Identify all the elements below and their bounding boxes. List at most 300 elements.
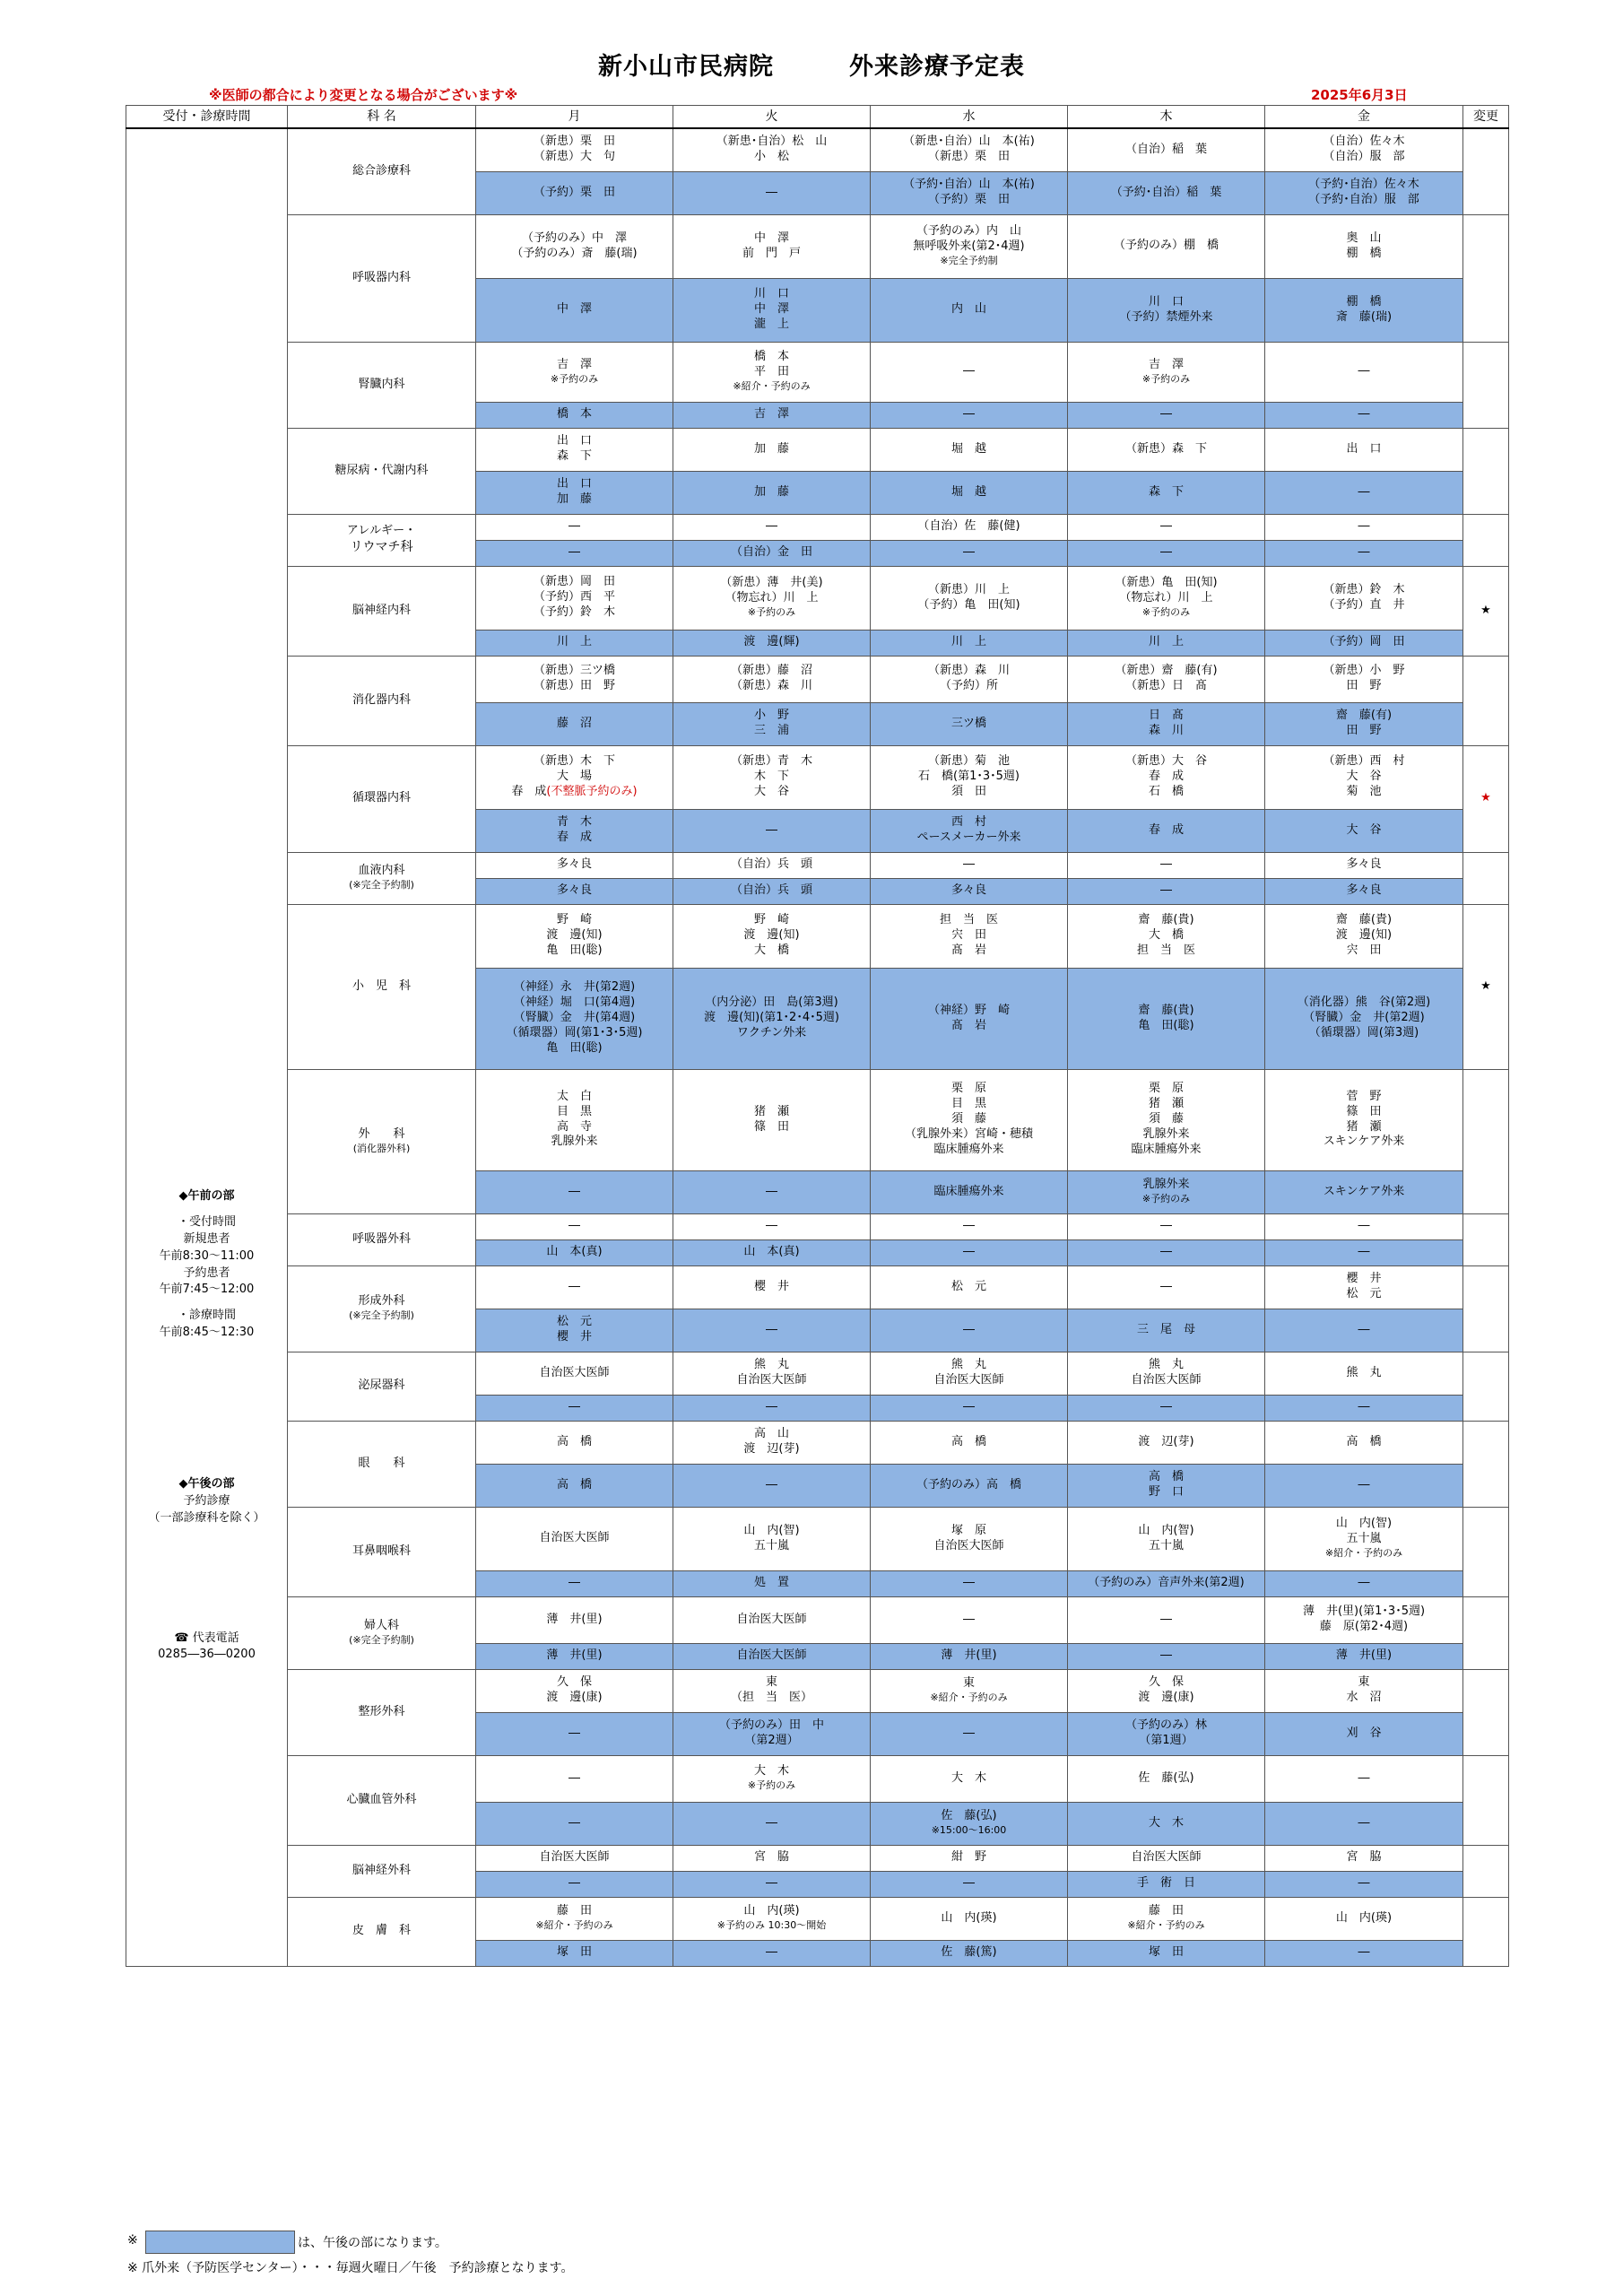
pm-doctor: （自治）兵 頭 <box>730 883 812 898</box>
am-doctor: （新患）亀 田(知) <box>1115 576 1218 590</box>
pm-cell-fri <box>1265 471 1463 514</box>
schedule-body <box>126 128 1509 1966</box>
pm-cell-mon <box>476 1871 673 1897</box>
am-cell-mon <box>476 852 673 878</box>
pm-cell-tue <box>673 1802 871 1845</box>
dept-subname: (※完全予約制) <box>349 879 414 891</box>
pm-doctor: （内分泌）田 島(第3週) <box>705 996 838 1010</box>
am-doctor: 五十嵐 <box>1346 1532 1382 1546</box>
dept-row-am <box>126 1069 1509 1170</box>
dept-row-am <box>126 1596 1509 1643</box>
am-doctor: （予約）所 <box>939 679 998 692</box>
am-doctor: 多々良 <box>1346 857 1382 872</box>
pm-cell-tue <box>673 1395 871 1421</box>
pm-cell-fri <box>1265 1239 1463 1265</box>
am-doctor: 臨床腫瘍外来 <box>933 1142 1004 1156</box>
am-cell-tue <box>673 214 871 278</box>
pm-doctor: ― <box>963 1726 975 1740</box>
am-doctor: （新患）栗 田 <box>533 135 615 149</box>
pm-heading: ◆午後の部 <box>178 1477 235 1492</box>
am-cell-wed <box>871 1596 1068 1643</box>
am-doctor: （新患）川 上 <box>927 582 1010 596</box>
am-doctor: （予約のみ）棚 橋 <box>1113 239 1219 253</box>
pm-cell-thu <box>1068 1239 1265 1265</box>
am-doctor: 五十嵐 <box>753 1538 789 1552</box>
pm-doctor: ― <box>1358 1576 1370 1590</box>
am-doctor: 齋 藤(貴) <box>1335 913 1393 927</box>
am-doctor: 石 橋(第1･3･5週) <box>918 770 1020 784</box>
am-cell-mon <box>476 656 673 702</box>
am-doctor: 出 口 <box>556 434 592 448</box>
am-cell-wed <box>871 342 1068 402</box>
schedule-note: ※予約のみ <box>1141 606 1191 619</box>
am-doctor: （新患）小 野 <box>1323 664 1405 678</box>
am-doctor: 大 場 <box>556 770 592 784</box>
am-doctor: 菊 池 <box>1346 784 1382 798</box>
am-cell-wed <box>871 1845 1068 1871</box>
col-header-fri: 金 <box>1265 106 1463 129</box>
pm-cell-tue <box>673 809 871 852</box>
dept-name: 総合診療科 <box>352 163 411 178</box>
pm-doctor: 内 山 <box>950 302 986 317</box>
dept-name-cell <box>288 1265 476 1352</box>
am-cell-mon <box>476 1507 673 1570</box>
am-cell-fri <box>1265 1507 1463 1570</box>
change-mark-cell <box>1463 1845 1509 1897</box>
dept-name-cell <box>288 1845 476 1897</box>
am-cell-fri <box>1265 566 1463 630</box>
am-doctor: 久 保 <box>1148 1675 1184 1690</box>
new-patient-label: 新規患者 <box>183 1231 230 1246</box>
pm-cell-mon <box>476 540 673 566</box>
pm-doctor: 渡 邊(輝) <box>743 635 800 649</box>
pm-cell-tue <box>673 1940 871 1966</box>
pm-doctor: ― <box>568 1815 580 1830</box>
am-cell-thu <box>1068 1507 1265 1570</box>
am-cell-fri <box>1265 656 1463 702</box>
am-doctor: 無呼吸外来(第2･4週) <box>913 239 1025 254</box>
am-doctor: 大 谷 <box>753 784 789 798</box>
am-doctor: 猪 瀬 <box>1346 1119 1382 1134</box>
am-cell-tue <box>673 1845 871 1871</box>
pm-cell-wed <box>871 1570 1068 1596</box>
am-doctor: ― <box>1358 1770 1370 1785</box>
pm-cell-fri <box>1265 1871 1463 1897</box>
am-doctor: 臨床腫瘍外来 <box>1131 1142 1202 1156</box>
change-mark-cell <box>1463 514 1509 566</box>
pm-cell-wed <box>871 809 1068 852</box>
pm-cell-thu <box>1068 1871 1265 1897</box>
dept-row-am <box>126 1352 1509 1395</box>
pm-doctor: 田 野 <box>1346 724 1382 737</box>
pm-cell-tue <box>673 402 871 428</box>
am-doctor: （予約のみ）内 山 <box>916 224 1021 239</box>
am-doctor: （新患）青 木 <box>730 754 812 769</box>
am-doctor: （自治）佐々木 <box>1323 135 1405 149</box>
am-cell-wed <box>871 566 1068 630</box>
dept-name-cell <box>288 566 476 656</box>
am-doctor: 乳腺外来 <box>551 1135 598 1149</box>
am-doctor: 久 保 <box>556 1675 592 1690</box>
pm-doctor: 吉 澤 <box>753 407 789 422</box>
am-doctor: （新患）菊 池 <box>927 754 1010 769</box>
pm-doctor: （第2週） <box>744 1734 799 1747</box>
pm-doctor: 髙 岩 <box>950 1018 986 1032</box>
pm-cell-mon <box>476 1570 673 1596</box>
pm-cell-mon <box>476 1239 673 1265</box>
pm-doctor: 三ツ橋 <box>950 716 986 730</box>
pm-doctor: ― <box>1358 1945 1370 1960</box>
am-doctor: ― <box>1160 1612 1172 1626</box>
dept-name: 外 科 <box>358 1126 405 1141</box>
pm-cell-thu <box>1068 702 1265 745</box>
pm-cell-thu <box>1068 1170 1265 1213</box>
am-cell-tue <box>673 1755 871 1802</box>
am-doctor-arrhythmia: 春 成(不整脈予約のみ) <box>511 784 638 798</box>
am-cell-mon <box>476 566 673 630</box>
am-cell-fri <box>1265 852 1463 878</box>
am-doctor: 野 崎 <box>753 913 789 927</box>
change-mark-cell <box>1463 852 1509 904</box>
am-doctor: （新患）薄 井(美) <box>720 576 823 590</box>
am-doctor: 森 下 <box>556 449 592 463</box>
dept-name-cell <box>288 1755 476 1845</box>
pm-cell-thu <box>1068 171 1265 214</box>
pm-doctor: 亀 田(聡) <box>546 1040 603 1055</box>
am-doctor: ― <box>1358 519 1370 534</box>
dept-name: 泌尿器科 <box>358 1378 405 1393</box>
am-cell-mon <box>476 342 673 402</box>
pm-cell-tue <box>673 1239 871 1265</box>
am-cell-mon <box>476 1265 673 1309</box>
pm-cell-fri <box>1265 1712 1463 1755</box>
pm-doctor: 川 口 <box>1148 294 1184 309</box>
pm-cell-wed <box>871 1871 1068 1897</box>
am-cell-mon <box>476 514 673 540</box>
header-row <box>126 106 1509 129</box>
arrhythmia-note: (不整脈予約のみ) <box>546 784 638 798</box>
am-doctor: 渡 辺(芽) <box>743 1442 800 1456</box>
reception-hours-panel <box>126 128 288 1966</box>
dept-name: 小 児 科 <box>352 978 411 993</box>
am-doctor: 塚 原 <box>950 1523 986 1537</box>
am-doctor: （予約のみ）斎 藤(瑞) <box>511 246 638 260</box>
am-doctor: 髙 岩 <box>950 943 986 957</box>
change-star-icon: ★ <box>1480 978 1491 993</box>
pm-doctor: ― <box>963 1322 975 1336</box>
am-doctor: 大 木 <box>753 1764 789 1779</box>
am-cell-tue <box>673 852 871 878</box>
pm-cell-fri <box>1265 1570 1463 1596</box>
pm-cell-fri <box>1265 171 1463 214</box>
am-cell-fri <box>1265 745 1463 809</box>
am-doctor: 櫻 井 <box>1346 1272 1382 1286</box>
schedule-note: ※予約のみ <box>747 606 796 619</box>
am-doctor: 猪 瀬 <box>1148 1097 1184 1111</box>
pm-doctor: 春 成 <box>556 831 592 844</box>
pm-cell-thu <box>1068 809 1265 852</box>
pm-doctor: 乳腺外来 <box>1142 1178 1190 1192</box>
am-doctor: 山 内(智) <box>1138 1523 1194 1537</box>
pm-cell-wed <box>871 402 1068 428</box>
pm-doctor: （自治）金 田 <box>730 545 812 560</box>
am-doctor: （自治）兵 頭 <box>730 857 812 872</box>
am-cell-fri <box>1265 1845 1463 1871</box>
am-cell-wed <box>871 1897 1068 1940</box>
am-doctor: ― <box>1358 1219 1370 1233</box>
pm-cell-tue <box>673 171 871 214</box>
pm-cell-mon <box>476 471 673 514</box>
am-doctor: 堀 越 <box>950 441 986 456</box>
pm-cell-wed <box>871 1712 1068 1755</box>
pm-cell-fri <box>1265 1802 1463 1845</box>
pm-doctor: 大 木 <box>1148 1815 1184 1830</box>
am-doctor: （新患）三ツ橋 <box>533 664 615 678</box>
am-doctor: （予約）直 井 <box>1323 597 1405 612</box>
pm-doctor: ― <box>1358 1876 1370 1891</box>
pm-doctor: 野 口 <box>1148 1485 1184 1499</box>
dept-name: 形成外科 <box>358 1294 405 1309</box>
legend-text: は、午後の部になります。 <box>298 2236 447 2250</box>
pm-doctor: 齋 藤(貴) <box>1138 1003 1194 1017</box>
am-doctor: （新患･自治）松 山 <box>716 135 828 149</box>
am-doctor: 佐 藤(弘) <box>1138 1770 1194 1785</box>
am-cell-thu <box>1068 1213 1265 1239</box>
dept-name: 整形外科 <box>358 1704 405 1718</box>
change-mark-cell <box>1463 566 1509 656</box>
change-mark-cell <box>1463 128 1509 214</box>
change-star-icon: ★ <box>1480 603 1491 617</box>
am-doctor: 渡 辺(芽) <box>1138 1434 1194 1448</box>
dept-name: 糖尿病・代謝内科 <box>334 463 429 477</box>
pm-cell-wed <box>871 1170 1068 1213</box>
am-doctor: 須 田 <box>950 784 986 798</box>
schedule-note: ※予約のみ 10:30～開始 <box>716 1919 827 1932</box>
schedule-note: ※完全予約制 <box>940 255 998 267</box>
change-mark-cell <box>1463 342 1509 428</box>
am-doctor: （自治）稲 葉 <box>1124 142 1207 156</box>
pm-cell-tue <box>673 878 871 904</box>
pm-doctor: 刈 谷 <box>1346 1726 1382 1740</box>
am-cell-tue <box>673 1069 871 1170</box>
pm-cell-fri <box>1265 278 1463 342</box>
pm-cell-mon <box>476 171 673 214</box>
am-cell-fri <box>1265 428 1463 471</box>
change-mark-cell <box>1463 1421 1509 1507</box>
change-mark-cell <box>1463 1897 1509 1966</box>
pm-doctor: ― <box>568 1726 580 1740</box>
pm-cell-thu <box>1068 540 1265 566</box>
col-header-thu: 木 <box>1068 106 1265 129</box>
pm-doctor: ― <box>963 1576 975 1590</box>
am-doctor: （物忘れ）川 上 <box>725 591 819 605</box>
am-doctor: 宮 脇 <box>753 1850 789 1865</box>
pm-cell-mon <box>476 1464 673 1507</box>
am-cell-tue <box>673 1265 871 1309</box>
pm-cell-tue <box>673 1643 871 1669</box>
am-doctor: 奥 山 <box>1346 230 1382 245</box>
pm-doctor: （循環器）岡(第3週) <box>1308 1025 1419 1039</box>
pm-doctor: 川 上 <box>950 635 986 649</box>
schedule-note: ※予約のみ <box>1141 1193 1191 1205</box>
am-doctor: 橋 本 <box>753 350 789 364</box>
pm-cell-mon <box>476 1309 673 1352</box>
new-patient-time: 午前8:30～11:00 <box>159 1248 255 1263</box>
pm-cell-thu <box>1068 1802 1265 1845</box>
dept-row-am <box>126 1507 1509 1570</box>
pm-cell-wed <box>871 968 1068 1069</box>
pm-doctor: 高 橋 <box>1148 1470 1184 1484</box>
pm-doctor: 多々良 <box>950 883 986 898</box>
pm-cell-fri <box>1265 402 1463 428</box>
am-cell-mon <box>476 214 673 278</box>
legend-prefix: ※ <box>127 2233 138 2248</box>
dept-row-am <box>126 128 1509 171</box>
pm-doctor: （腎臓）金 井(第2週) <box>1303 1011 1425 1025</box>
pm-cell-thu <box>1068 278 1265 342</box>
pm-cell-fri <box>1265 540 1463 566</box>
am-cell-tue <box>673 1669 871 1712</box>
dept-name: 消化器内科 <box>352 692 411 707</box>
am-doctor: 中 澤 <box>753 230 789 245</box>
dept-name: 皮 膚 科 <box>352 1924 411 1938</box>
pm-doctor: ― <box>1358 1245 1370 1259</box>
pm-cell-fri <box>1265 878 1463 904</box>
am-doctor: 栗 原 <box>1148 1082 1184 1096</box>
pm-doctor: ― <box>1358 484 1370 499</box>
dept-row-am <box>126 904 1509 968</box>
am-cell-wed <box>871 1669 1068 1712</box>
am-cell-thu <box>1068 428 1265 471</box>
am-cell-tue <box>673 428 871 471</box>
pm-doctor: （予約のみ）林 <box>1124 1718 1207 1733</box>
am-doctor: （新患）大 句 <box>533 150 615 164</box>
pm-cell-tue <box>673 630 871 656</box>
am-cell-thu <box>1068 656 1265 702</box>
am-doctor: （新患）大 谷 <box>1124 754 1207 769</box>
pm-cell-fri <box>1265 630 1463 656</box>
am-cell-thu <box>1068 1897 1265 1940</box>
am-doctor: 渡 邊(知) <box>1335 928 1393 943</box>
pm-doctor: 中 澤 <box>753 302 789 317</box>
am-doctor: ― <box>1160 519 1172 534</box>
pm-doctor: 櫻 井 <box>556 1330 592 1344</box>
pm-cell-wed <box>871 1239 1068 1265</box>
am-doctor: 山 内(智) <box>743 1523 800 1537</box>
am-cell-fri <box>1265 214 1463 278</box>
am-cell-wed <box>871 1265 1068 1309</box>
appt-patient-label: 予約患者 <box>183 1265 230 1280</box>
am-doctor: （新患）藤 沼 <box>730 664 812 678</box>
pm-cell-tue <box>673 1309 871 1352</box>
am-cell-wed <box>871 514 1068 540</box>
dept-name: 腎臓内科 <box>358 377 405 391</box>
dept-row-am <box>126 1669 1509 1712</box>
change-mark-cell <box>1463 1213 1509 1265</box>
pm-doctor: 高 橋 <box>556 1477 592 1492</box>
change-mark-cell <box>1463 656 1509 745</box>
am-doctor: 高 橋 <box>1346 1434 1382 1448</box>
am-cell-thu <box>1068 904 1265 968</box>
am-doctor: （新患）森 川 <box>927 664 1010 678</box>
am-doctor: 山 内(智) <box>1335 1517 1393 1531</box>
dept-name: 脳神経外科 <box>352 1863 411 1877</box>
dept-row-am <box>126 1897 1509 1940</box>
am-cell-tue <box>673 1507 871 1570</box>
pm-cell-wed <box>871 171 1068 214</box>
pm-doctor: ― <box>963 407 975 422</box>
am-doctor: 山 内(瑛) <box>1335 1910 1393 1925</box>
dept-row-am <box>126 1265 1509 1309</box>
pm-cell-wed <box>871 1395 1068 1421</box>
pm-doctor: ― <box>568 1876 580 1891</box>
am-doctor: 高 寺 <box>556 1119 592 1134</box>
dept-subname: リウマチ科 <box>350 540 413 555</box>
pm-cell-mon <box>476 1940 673 1966</box>
schedule-note: ※予約のみ <box>1141 372 1191 385</box>
dept-row-am <box>126 852 1509 878</box>
pm-doctor: 自治医大医師 <box>736 1648 807 1663</box>
am-doctor: 藤 田 <box>556 1904 592 1918</box>
dept-name: 脳神経内科 <box>352 603 411 617</box>
pm-cell-mon <box>476 1170 673 1213</box>
nail-clinic-note: ※ 爪外来（予防医学センター）・・・毎週火曜日／午後 予約診療となります。 <box>127 2261 574 2275</box>
pm-doctor: （予約）栗 田 <box>533 185 615 199</box>
am-doctor: 自治医大医師 <box>1131 1850 1202 1865</box>
pm-doctor: ― <box>1358 1815 1370 1830</box>
am-cell-thu <box>1068 852 1265 878</box>
am-doctor: 亀 田(聡) <box>546 943 603 957</box>
am-doctor: 熊 丸 <box>753 1358 789 1372</box>
pm-cell-tue <box>673 1712 871 1755</box>
am-doctor: 藤 原(第2･4週) <box>1319 1620 1409 1633</box>
pm-doctor: 川 上 <box>1148 635 1184 649</box>
pm-doctor: （予約）岡 田 <box>1323 635 1405 649</box>
pm-cell-thu <box>1068 1395 1265 1421</box>
dept-name-cell <box>288 1352 476 1421</box>
am-doctor: 前 門 戸 <box>742 246 801 260</box>
dept-row-am <box>126 656 1509 702</box>
pm-cell-thu <box>1068 1643 1265 1669</box>
am-doctor: 石 橋 <box>1148 784 1184 798</box>
pm-cell-tue <box>673 278 871 342</box>
pm-cell-tue <box>673 540 871 566</box>
change-mark-cell <box>1463 1069 1509 1213</box>
pm-doctor: 出 口 <box>556 477 592 491</box>
am-cell-tue <box>673 342 871 402</box>
pm-doctor: 渡 邊(知)(第1･2･4･5週) <box>704 1011 839 1025</box>
am-doctor: 松 元 <box>950 1279 986 1293</box>
schedule-table <box>126 105 1509 1967</box>
dept-row-am <box>126 1421 1509 1464</box>
am-cell-tue <box>673 1897 871 1940</box>
am-cell-thu <box>1068 514 1265 540</box>
pm-doctor: 春 成 <box>1148 822 1184 837</box>
am-doctor: 自治医大医師 <box>539 1365 610 1379</box>
pm-doctor: （神経）堀 口(第4週) <box>513 996 636 1010</box>
pm-doctor: 堀 越 <box>950 484 986 499</box>
pm-doctor: ― <box>1358 1400 1370 1414</box>
am-cell-fri <box>1265 1596 1463 1643</box>
pm-doctor: ― <box>1160 883 1172 898</box>
pm-doctor: 西 村 <box>950 815 986 830</box>
am-doctor: （新患･自治）山 本(祐) <box>903 135 1035 149</box>
pm-doctor: ― <box>1160 1245 1172 1259</box>
am-cell-mon <box>476 428 673 471</box>
am-cell-tue <box>673 745 871 809</box>
am-doctor: 篠 田 <box>1346 1104 1382 1118</box>
pm-cell-fri <box>1265 809 1463 852</box>
